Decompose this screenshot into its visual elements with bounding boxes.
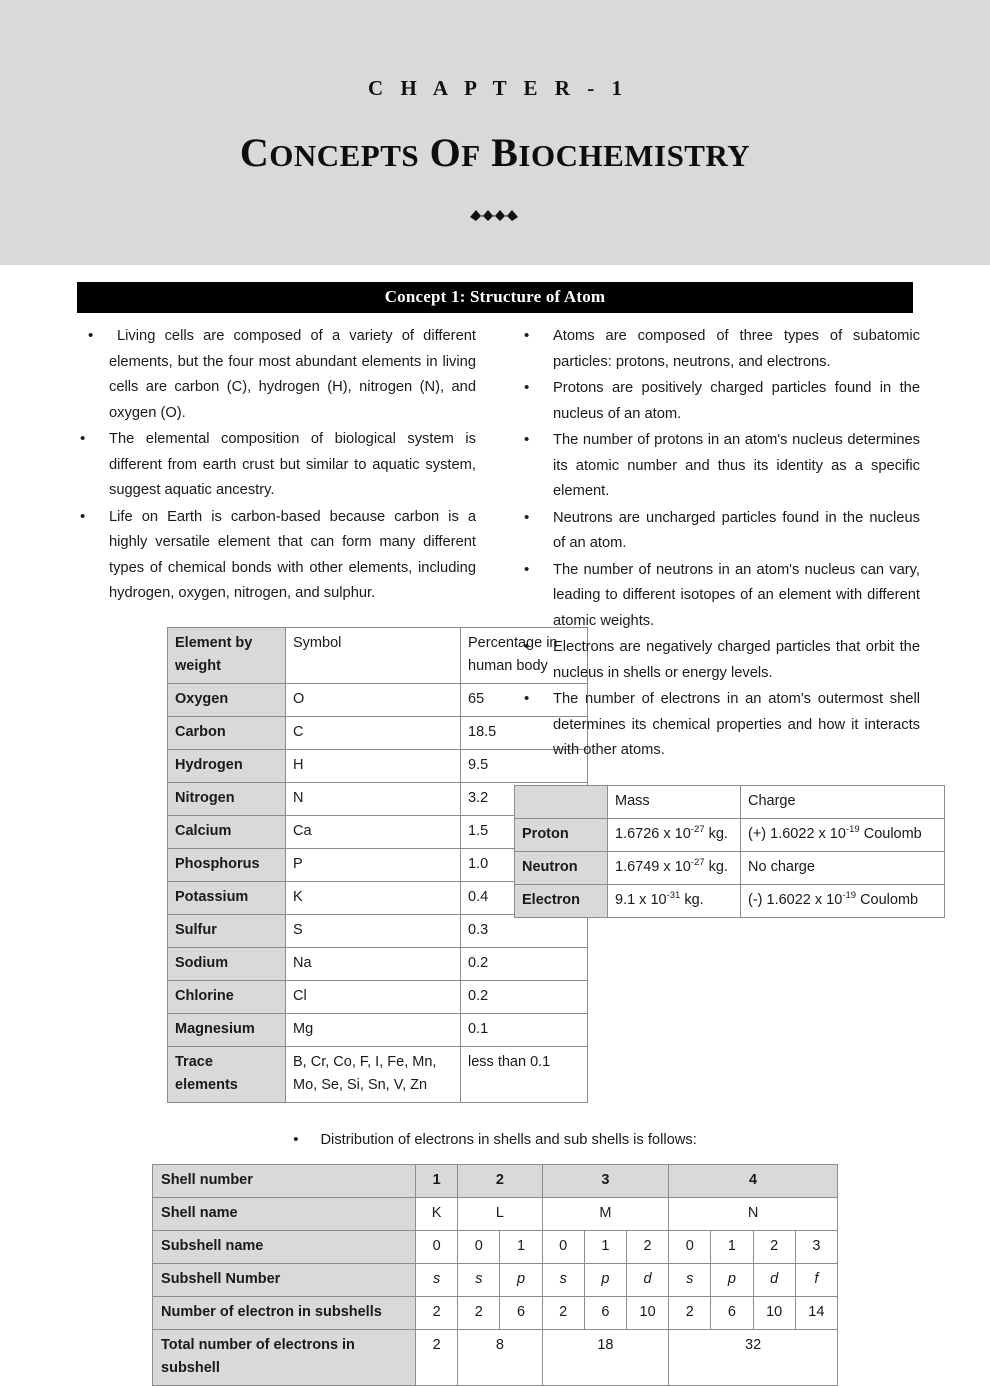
cell-percentage: 0.4: [461, 881, 588, 914]
cell-element: Chlorine: [168, 980, 286, 1013]
cell-shell-number: 4: [669, 1164, 838, 1197]
column-header-element: Element by weight: [168, 627, 286, 683]
row-label-total-electrons: Total number of electrons in subshell: [153, 1329, 416, 1385]
cell-subshell-name: 0: [416, 1230, 458, 1263]
cell-percentage: 0.3: [461, 914, 588, 947]
cell-symbol: S: [286, 914, 461, 947]
charge-unit: Coulomb: [856, 891, 919, 908]
shell-table-wrapper: [0, 1164, 990, 1386]
zigzag-ornament: [0, 204, 990, 226]
list-item: • The elemental composition of biological system is different from earth crust but similar to aquatic system, suggest aquatic ancestry.: [70, 427, 476, 504]
cell-electrons: 6: [500, 1296, 542, 1329]
cell-subshell-number: f: [795, 1263, 837, 1296]
bullet-icon: •: [293, 1130, 299, 1148]
cell-mass: [608, 851, 741, 884]
mass-base: 1.6726 x 10: [615, 825, 691, 842]
column-header-blank: [515, 785, 608, 818]
mass-unit: kg.: [680, 891, 704, 908]
cell-electrons: 14: [795, 1296, 837, 1329]
cell-electrons: 10: [626, 1296, 668, 1329]
list-item: • Atoms are composed of three types of subatomic particles: protons, neutrons, and electrons.: [514, 324, 920, 375]
page-title-text: CONCEPTS OF BIOCHEMISTRY: [239, 130, 751, 175]
cell-element: Trace elements: [168, 1046, 286, 1102]
cell-symbol: Ca: [286, 815, 461, 848]
right-bullet-list: [514, 324, 920, 764]
body-columns: [70, 324, 920, 1103]
cell-subshell-name: 2: [626, 1230, 668, 1263]
row-label-shell-number: Shell number: [153, 1164, 416, 1197]
charge-exponent: -19: [842, 889, 857, 901]
cell-percentage: 3.2: [461, 782, 588, 815]
cell-mass: [608, 884, 741, 917]
distribution-note: [0, 1131, 990, 1148]
cell-electrons: 10: [753, 1296, 795, 1329]
charge-base: (+) 1.6022 x 10: [748, 825, 846, 842]
cell-subshell-name: 0: [542, 1230, 584, 1263]
cell-percentage: less than 0.1: [461, 1046, 588, 1102]
cell-electrons: 2: [458, 1296, 500, 1329]
cell-shell-name: L: [458, 1197, 542, 1230]
cell-electrons: 6: [584, 1296, 626, 1329]
mass-base: 1.6749 x 10: [615, 858, 691, 875]
row-label-subshell-name: Subshell name: [153, 1230, 416, 1263]
cell-symbol: C: [286, 716, 461, 749]
cell-subshell-name: 3: [795, 1230, 837, 1263]
mass-exponent: -31: [666, 889, 681, 901]
table-row-electrons-in-subshells: [153, 1296, 838, 1329]
list-item: • Living cells are composed of a variety of different elements, but the four most abundant elements in living cells are carbon (C), hydrogen (H), nitrogen (N), and oxygen (O).: [70, 324, 476, 426]
cell-percentage: 0.2: [461, 947, 588, 980]
cell-subshell-name: 1: [584, 1230, 626, 1263]
table-row: [515, 818, 945, 851]
cell-subshell-number: p: [500, 1263, 542, 1296]
cell-element: Carbon: [168, 716, 286, 749]
list-item: • Neutrons are uncharged particles found in the nucleus of an atom.: [514, 506, 920, 557]
cell-shell-number: 2: [458, 1164, 542, 1197]
cell-element: Oxygen: [168, 683, 286, 716]
table-row-total-electrons: [153, 1329, 838, 1385]
mass-unit: kg.: [708, 858, 728, 875]
cell-element: Nitrogen: [168, 782, 286, 815]
cell-shell-name: N: [669, 1197, 838, 1230]
left-bullet-list: [70, 324, 476, 607]
cell-element: Potassium: [168, 881, 286, 914]
cell-symbol: P: [286, 848, 461, 881]
cell-element: Sodium: [168, 947, 286, 980]
cell-shell-name: K: [416, 1197, 458, 1230]
cell-subshell-name: 1: [500, 1230, 542, 1263]
table-row-subshell-number: [153, 1263, 838, 1296]
cell-subshell-number: s: [542, 1263, 584, 1296]
right-column: [514, 324, 920, 1103]
distribution-note-text: Distribution of electrons in shells and sub shells is follows:: [320, 1131, 697, 1148]
cell-total-electrons: 32: [669, 1329, 838, 1385]
cell-percentage: 0.2: [461, 980, 588, 1013]
list-item: • Electrons are negatively charged particles that orbit the nucleus in shells or energy levels.: [514, 635, 920, 686]
charge-exponent: -19: [845, 823, 860, 835]
list-item: • The number of protons in an atom's nucleus determines its atomic number and thus its identity as a specific element.: [514, 428, 920, 505]
cell-subshell-number: d: [626, 1263, 668, 1296]
cell-electrons: 2: [542, 1296, 584, 1329]
column-header-mass: Mass: [608, 785, 741, 818]
table-row: [515, 884, 945, 917]
chapter-label: C H A P T E R - 1: [368, 76, 628, 100]
cell-percentage: 0.1: [461, 1013, 588, 1046]
list-item: • The number of electrons in an atom's outermost shell determines its chemical properties and how it interacts with other atoms.: [514, 687, 920, 764]
row-label-subshell-number: Subshell Number: [153, 1263, 416, 1296]
list-item: • Protons are positively charged particles found in the nucleus of an atom.: [514, 376, 920, 427]
cell-percentage: 65: [461, 683, 588, 716]
cell-charge: [741, 851, 945, 884]
cell-symbol: B, Cr, Co, F, I, Fe, Mn, Mo, Se, Si, Sn, V, Zn: [286, 1046, 461, 1102]
table-row-shell-name: [153, 1197, 838, 1230]
cell-particle: Neutron: [515, 851, 608, 884]
cell-percentage: 18.5: [461, 716, 588, 749]
cell-charge: [741, 884, 945, 917]
cell-element: Sulfur: [168, 914, 286, 947]
cell-subshell-number: p: [711, 1263, 753, 1296]
cell-percentage: 9.5: [461, 749, 588, 782]
cell-symbol: H: [286, 749, 461, 782]
subatomic-particle-table: [514, 785, 945, 918]
cell-subshell-number: d: [753, 1263, 795, 1296]
cell-symbol: N: [286, 782, 461, 815]
cell-subshell-number: p: [584, 1263, 626, 1296]
cell-total-electrons: 8: [458, 1329, 542, 1385]
charge-unit: Coulomb: [863, 825, 922, 842]
list-item: • Life on Earth is carbon-based because carbon is a highly versatile element that can form many different types of chemical bonds with other elements, including hydrogen, oxygen, nitrogen, and sulphur.: [70, 505, 476, 607]
cell-percentage: 1.0: [461, 848, 588, 881]
list-item: • The number of neutrons in an atom's nucleus can vary, leading to different isotopes of an element with different atomic weights.: [514, 558, 920, 635]
mass-base: 9.1 x 10: [615, 891, 667, 908]
table-row: [515, 851, 945, 884]
cell-element: Hydrogen: [168, 749, 286, 782]
cell-percentage: 1.5: [461, 815, 588, 848]
table-row-subshell-name: [153, 1230, 838, 1263]
cell-element: Magnesium: [168, 1013, 286, 1046]
row-label-shell-name: Shell name: [153, 1197, 416, 1230]
cell-mass: [608, 818, 741, 851]
cell-electrons: 6: [711, 1296, 753, 1329]
cell-symbol: O: [286, 683, 461, 716]
row-label-electrons-in-subshells: Number of electron in subshells: [153, 1296, 416, 1329]
cell-shell-number: 3: [542, 1164, 669, 1197]
charge-base: No charge: [748, 858, 815, 875]
concept-banner: Concept 1: Structure of Atom: [77, 282, 913, 313]
cell-subshell-name: 1: [711, 1230, 753, 1263]
table-row-shell-number: [153, 1164, 838, 1197]
cell-subshell-name: 2: [753, 1230, 795, 1263]
column-header-charge: Charge: [741, 785, 945, 818]
shell-distribution-table: [152, 1164, 838, 1386]
mass-exponent: -27: [690, 823, 705, 835]
cell-particle: Electron: [515, 884, 608, 917]
cell-subshell-number: s: [669, 1263, 711, 1296]
cell-symbol: Cl: [286, 980, 461, 1013]
cell-subshell-number: s: [416, 1263, 458, 1296]
table-header-row: [515, 785, 945, 818]
chapter-header-band: [0, 0, 990, 265]
cell-element: Phosphorus: [168, 848, 286, 881]
cell-particle: Proton: [515, 818, 608, 851]
mass-unit: kg.: [708, 825, 728, 842]
cell-symbol: K: [286, 881, 461, 914]
cell-charge: [741, 818, 945, 851]
cell-symbol: Mg: [286, 1013, 461, 1046]
mass-exponent: -27: [690, 856, 705, 868]
cell-subshell-number: s: [458, 1263, 500, 1296]
cell-symbol: Na: [286, 947, 461, 980]
cell-shell-number: 1: [416, 1164, 458, 1197]
charge-base: (-) 1.6022 x 10: [748, 891, 843, 908]
cell-total-electrons: 18: [542, 1329, 669, 1385]
cell-shell-name: M: [542, 1197, 669, 1230]
column-header-symbol: Symbol: [286, 627, 461, 683]
cell-electrons: 2: [669, 1296, 711, 1329]
cell-electrons: 2: [416, 1296, 458, 1329]
cell-element: Calcium: [168, 815, 286, 848]
column-header-percentage: Percentage in human body: [461, 627, 588, 683]
cell-total-electrons: 2: [416, 1329, 458, 1385]
page-title: [0, 129, 990, 176]
cell-subshell-name: 0: [458, 1230, 500, 1263]
cell-subshell-name: 0: [669, 1230, 711, 1263]
